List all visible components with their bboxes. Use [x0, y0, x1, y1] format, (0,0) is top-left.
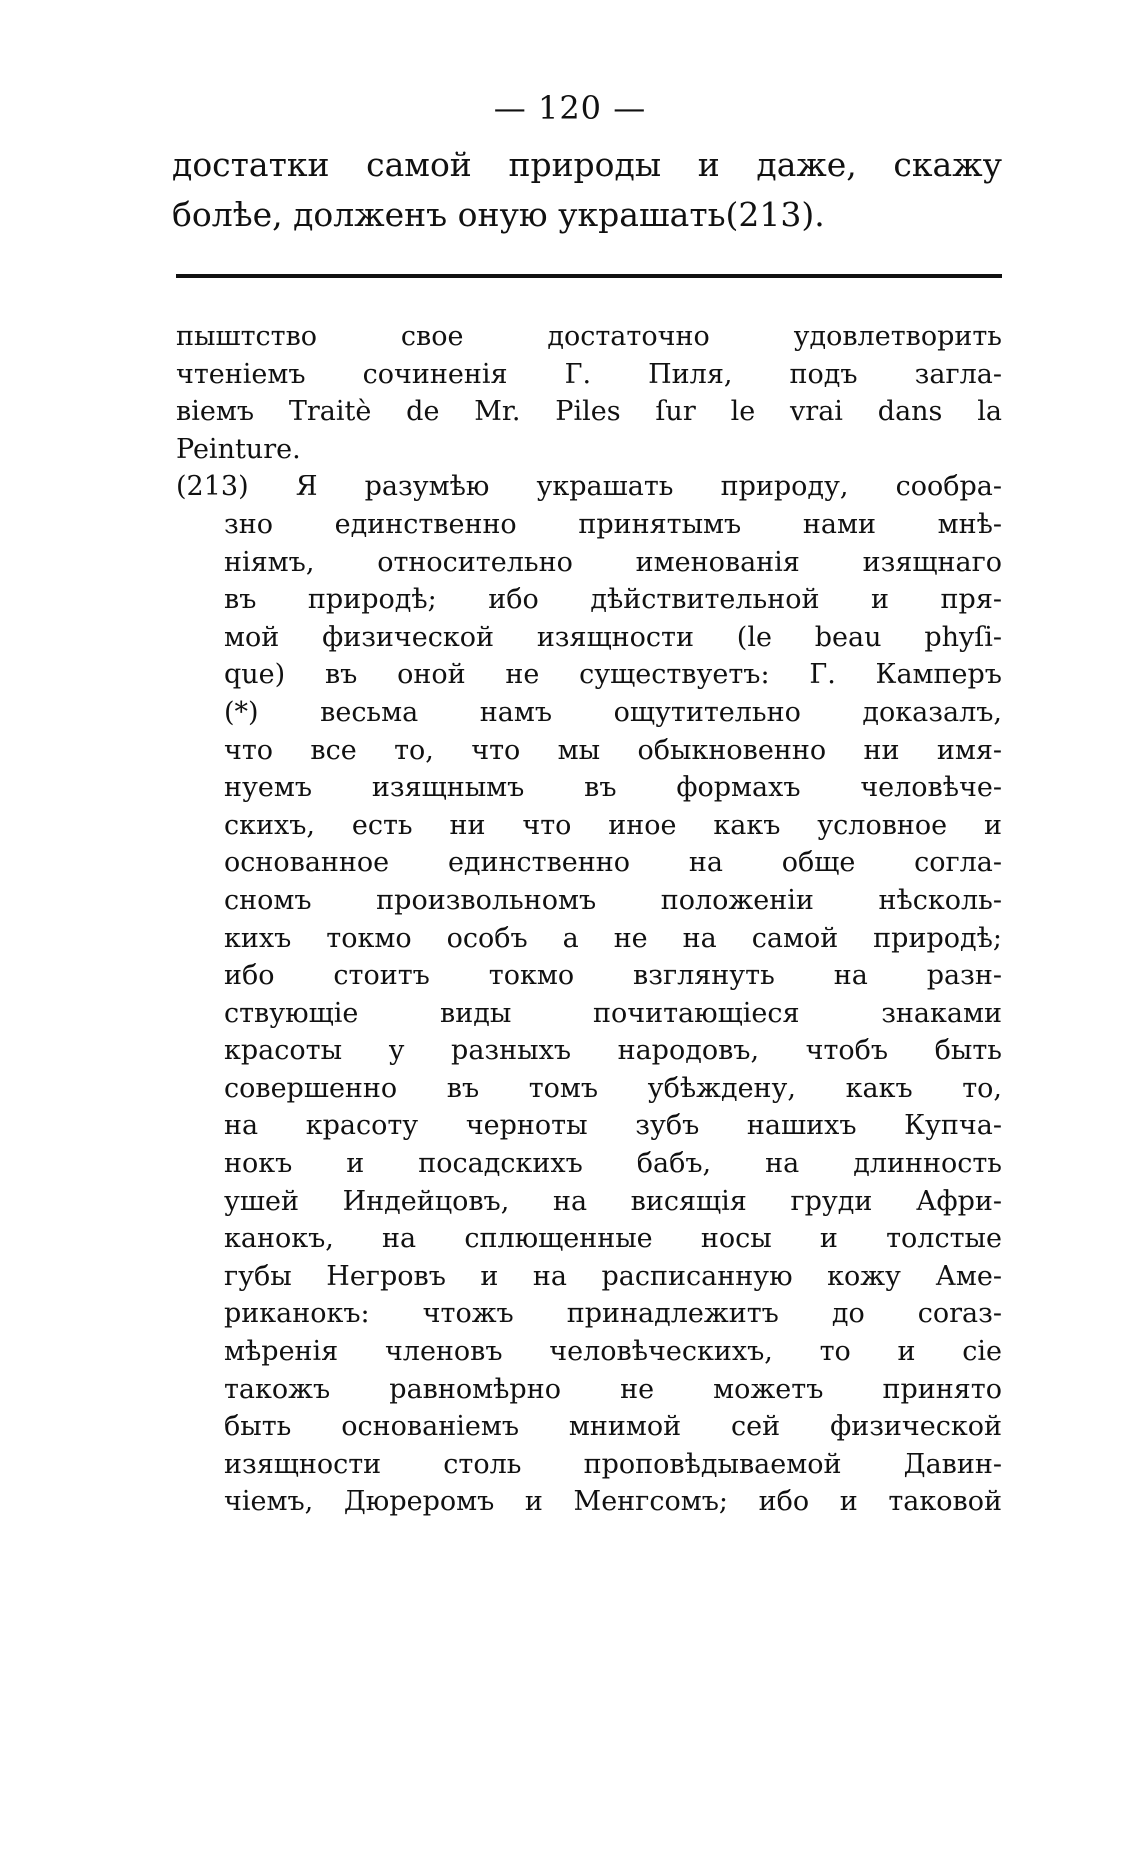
footnote-213-line: чіемъ, Дюреромъ и Менгсомъ; ибо и таковой [224, 1486, 1002, 1518]
footnote-213-line: изящности столь проповѣдываемой Давин- [224, 1448, 1002, 1480]
footnote-213-line: что все то, что мы обыкновенно ни имя- [224, 734, 1002, 766]
footnote-213-line: такожъ равномѣрно не можетъ принято [224, 1373, 1002, 1405]
footnote-213-line: мой физической изящности (le beau phyſi- [224, 621, 1002, 653]
main-text [172, 140, 1002, 240]
footnote-213-line: совершенно въ томъ убѣждену, какъ то, [224, 1072, 1002, 1104]
footnote-line: пыштство свое достаточно удовлетворить [176, 321, 1002, 352]
footnote-213-line: (*) весьма намъ ощутительно доказалъ, [224, 696, 1002, 728]
main-text-line: достатки самой природы и даже, скажу [172, 145, 1002, 184]
footnote-213-line: канокъ, на сплющенные носы и толстые [224, 1223, 1002, 1255]
footnote-213-line: ушей Индейцовъ, на висящія груди Афри- [224, 1185, 1002, 1217]
footnote-line: Peinture. [176, 433, 301, 465]
main-text-line: болѣе, долженъ оную украшать(213). [172, 195, 825, 234]
footnote-213-line: ніямъ, относительно именованія изящнаго [224, 546, 1002, 578]
footnote-213-line: быть основаніемъ мнимой сей физической [224, 1411, 1002, 1443]
footnote-213-line: que) въ оной не существуетъ: Г. Камперъ [224, 659, 1002, 691]
footnote-213-line: на красоту черноты зубъ нашихъ Купча- [224, 1110, 1002, 1142]
footnote-213-line: нокъ и посадскихъ бабъ, на длинность [224, 1148, 1002, 1180]
footnote-213-line: кихъ токмо особъ а не на самой природѣ; [224, 922, 1002, 954]
footnote-213-line: въ природѣ; ибо дѣйствительной и пря- [224, 584, 1002, 616]
footnote-213-line: ствующіе виды почитающіеся знаками [224, 997, 1002, 1029]
footnote-line: віемъ Traitè de Mr. Piles ſur le vrai dans la [176, 396, 1002, 428]
footnote-213-line: (213) Я разумѣю украшать природу, сообра- [176, 471, 1002, 503]
footnote-213-line: сномъ произвольномъ положеніи нѣсколь- [224, 884, 1002, 916]
page-number: — 120 — [493, 89, 647, 127]
footnote-213-line: красоты у разныхъ народовъ, чтобъ быть [224, 1035, 1002, 1067]
footnote-line: чтеніемъ сочиненія Г. Пиля, подъ загла- [176, 358, 1002, 390]
footnote-213-line: скихъ, есть ни что иное какъ условное и [224, 809, 1002, 841]
footnote-213-line: нуемъ изящнымъ въ формахъ человѣче- [224, 772, 1002, 804]
footnote-213-line: мѣренія членовъ человѣческихъ, то и сіе [224, 1336, 1002, 1368]
footnote-213-line: зно единственно принятымъ нами мнѣ- [224, 508, 1002, 540]
footnote-divider [176, 274, 1002, 278]
footnote-213-line: риканокъ: чтожъ принадлежитъ до соraз- [224, 1298, 1002, 1330]
footnote-213-line: губы Негровъ и на расписанную кожу Аме- [224, 1260, 1002, 1292]
footnote-213-line: ибо стоитъ токмо взглянуть на разн- [224, 960, 1002, 992]
footnotes [176, 318, 1002, 1521]
footnote-213-line: основанное единственно на обще согла- [224, 847, 1002, 879]
